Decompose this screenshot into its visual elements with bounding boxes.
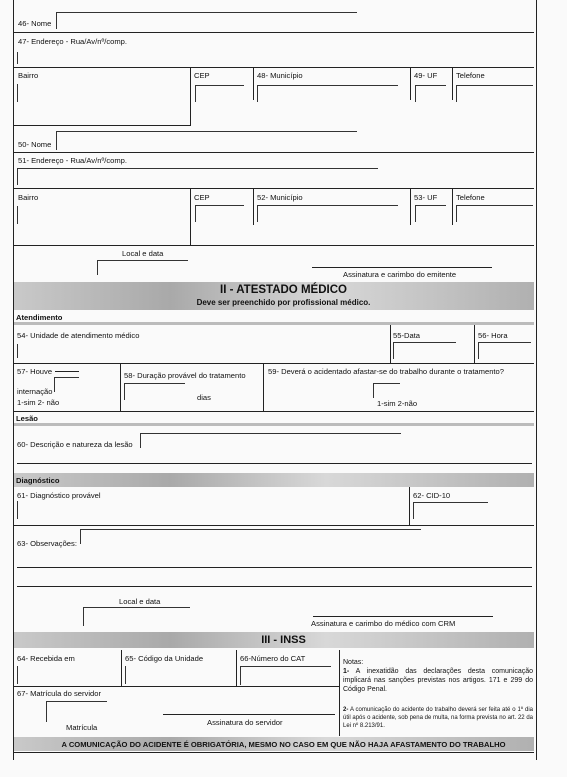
divider [14, 752, 534, 753]
field-61-label: 61- Diagnóstico provável [17, 491, 101, 500]
divider [120, 363, 121, 411]
divider [409, 487, 410, 525]
field-48-input[interactable] [257, 85, 398, 102]
field-59-options: 1-sim 2-não [377, 399, 418, 408]
divider [14, 125, 191, 126]
emitente-signature-label: Assinatura e carimbo do emitente [343, 270, 457, 279]
field-57-input[interactable] [54, 377, 79, 392]
field-61-input[interactable] [17, 501, 328, 519]
cep-input[interactable] [195, 85, 244, 102]
note-2-text: A comunicação do acidente do trabalho deverá ser feita até o 1º dia útil após o acidente, sob pena de multa, na forma prevista no art. 22 da Lei nº 8.213/91. [343, 707, 533, 729]
field-53-label: 53- UF [414, 193, 438, 202]
field-56-input[interactable] [478, 342, 531, 359]
divider [14, 363, 534, 364]
divider [236, 650, 237, 686]
field-67-label: 67- Matrícula do servidor [17, 689, 101, 698]
diagnostico-band [14, 473, 534, 487]
divider [14, 32, 534, 33]
field-59-input[interactable] [373, 383, 400, 398]
field-47-input[interactable] [17, 52, 368, 64]
note-1 [343, 667, 533, 694]
field-52-label: 52- Município [257, 193, 303, 202]
divider [474, 325, 475, 363]
field-48-label: 48- Município [257, 71, 303, 80]
atendimento-heading: Atendimento [16, 313, 63, 322]
field-47-label: 47- Endereço - Rua/Av/nº/comp. [18, 37, 128, 46]
obs-line [17, 586, 532, 587]
field-53-input[interactable] [415, 205, 446, 222]
field-52-input[interactable] [257, 205, 398, 222]
field-56-label: 56- Hora [478, 331, 508, 340]
divider [410, 188, 411, 225]
notes-title: Notas: [343, 659, 364, 666]
field-60-label: 60- Descrição e natureza da lesão [17, 440, 133, 449]
note-1-number: 1- [343, 668, 350, 675]
field-62-input[interactable] [413, 502, 488, 519]
divider [190, 67, 191, 125]
divider [452, 188, 453, 225]
field-55-input[interactable] [393, 342, 456, 359]
field-58-label: 58- Duração provável do tratamento [124, 371, 246, 380]
signature-line [312, 267, 492, 268]
local-data-input[interactable] [97, 260, 188, 275]
field-46-label: 46- Nome [18, 19, 52, 28]
field-50-label: 50- Nome [18, 140, 52, 149]
divider [121, 650, 122, 686]
divider [263, 363, 264, 411]
divider [14, 686, 339, 687]
note-2-number: 2- [343, 707, 349, 713]
signature-line [313, 616, 493, 617]
field-60-line [17, 463, 532, 464]
cep-label: CEP [194, 71, 210, 80]
field-64-input[interactable] [17, 666, 110, 684]
note-1-text: A inexatidão das declarações desta comunicação implicará nas sanções previstas nos artigos. 171 e 299 do Código Penal. [343, 668, 533, 693]
field-63-input[interactable] [80, 529, 421, 544]
field-66-input[interactable] [240, 666, 331, 685]
heading-band [14, 322, 534, 325]
note-2 [343, 706, 533, 730]
bairro-label: Bairro [18, 193, 39, 202]
lesao-heading: Lesão [16, 414, 38, 423]
section-ii-subtitle: Deve ser preenchido por profissional médico. [196, 298, 371, 307]
telefone-label: Telefone [456, 193, 485, 202]
divider [452, 67, 453, 100]
divider [190, 188, 191, 245]
field-51-input[interactable] [17, 168, 378, 185]
divider [390, 325, 391, 363]
field-57-line [55, 371, 79, 372]
dias-label: dias [197, 393, 211, 402]
field-63-label: 63- Observações: [17, 539, 77, 548]
local-data-label: Local e data [122, 249, 164, 258]
field-64-label: 64- Recebida em [17, 654, 75, 663]
heading-band [14, 423, 534, 426]
field-57-options: 1-sim 2- não [17, 398, 60, 407]
diagnostico-heading: Diagnóstico [16, 476, 60, 485]
field-54-input[interactable] [17, 344, 363, 358]
local-data-input[interactable] [83, 607, 190, 626]
telefone-input[interactable] [456, 205, 533, 222]
cep-input[interactable] [195, 205, 244, 222]
divider [253, 67, 254, 100]
field-57-label: 57- Houve [17, 367, 53, 376]
matricula-label: Matrícula [66, 723, 98, 732]
telefone-label: Telefone [456, 71, 485, 80]
field-66-label: 66-Número do CAT [240, 654, 306, 663]
field-54-label: 54- Unidade de atendimento médico [17, 331, 140, 340]
servidor-signature-label: Assinatura do servidor [207, 718, 283, 727]
field-49-input[interactable] [415, 85, 446, 102]
divider [339, 650, 340, 736]
field-65-input[interactable] [125, 666, 226, 684]
field-60-input[interactable] [140, 433, 401, 448]
divider [253, 188, 254, 225]
section-ii-title: II - ATESTADO MÉDICO [220, 284, 347, 296]
field-65-label: 65- Código da Unidade [125, 654, 204, 663]
signature-line [163, 714, 335, 715]
field-59-label: 59- Deverá o acidentado afastar-se do trabalho durante o tratamento? [268, 367, 504, 376]
field-50-input[interactable] [56, 131, 357, 150]
field-49-label: 49- UF [414, 71, 438, 80]
cep-label: CEP [194, 193, 210, 202]
divider [14, 245, 534, 246]
field-62-label: 62- CID-10 [413, 491, 451, 500]
telefone-input[interactable] [456, 85, 533, 102]
section-iii-title: III - INSS [261, 634, 306, 646]
field-51-label: 51- Endereço - Rua/Av/nº/comp. [18, 156, 128, 165]
bairro-input[interactable] [17, 84, 168, 102]
divider [410, 67, 411, 100]
local-data-label: Local e data [119, 597, 161, 606]
divider [14, 411, 534, 412]
field-67-input[interactable] [46, 701, 107, 722]
divider [14, 152, 534, 153]
field-46-input[interactable] [56, 12, 357, 29]
bairro-label: Bairro [18, 71, 39, 80]
bairro-input[interactable] [17, 206, 168, 224]
medico-signature-label: Assinatura e carimbo do médico com CRM [311, 619, 456, 628]
obs-line [17, 567, 532, 568]
divider [14, 525, 534, 526]
divider [14, 188, 534, 189]
internacao-label: internação [17, 387, 53, 396]
field-58-input[interactable] [124, 383, 185, 400]
divider [14, 67, 534, 68]
footer-notice: A COMUNICAÇÃO DO ACIDENTE É OBRIGATÓRIA, MESMO NO CASO EM QUE NÃO HAJA AFASTAMENTO DO TRABALHO [61, 740, 506, 749]
field-55-label: 55-Data [393, 331, 421, 340]
